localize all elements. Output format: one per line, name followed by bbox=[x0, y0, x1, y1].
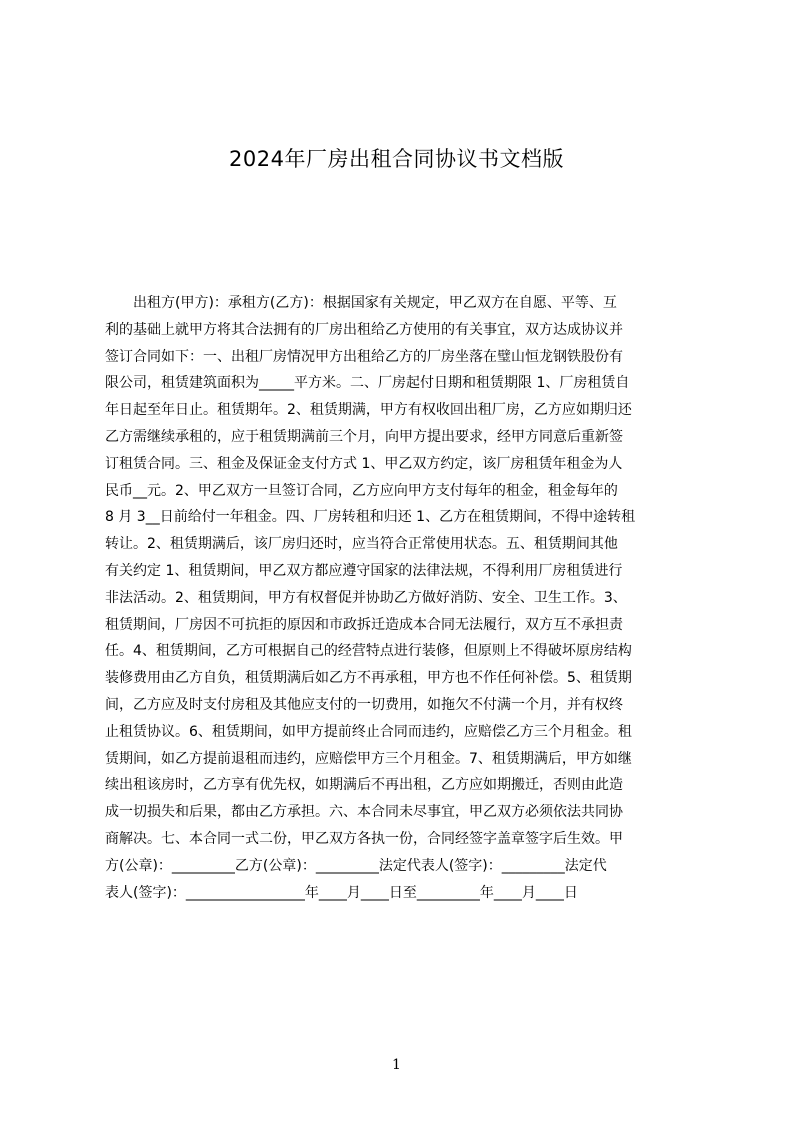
body-line: 商解决。七、本合同一式二份，甲乙双方各执一份，合同经签字盖章签字后生效。甲 bbox=[105, 830, 623, 847]
body-line: 止租赁协议。6、租赁期间，如甲方提前终止合同而违约，应赔偿乙方三个月租金。租 bbox=[105, 723, 632, 740]
body-line: 利的基础上就甲方将其合法拥有的厂房出租给乙方使用的有关事宜，双方达成协议并 bbox=[105, 321, 623, 338]
body-line: 年日起至年日止。租赁期年。2、租赁期满，甲方有权收回出租厂房，乙方应如期归还 bbox=[105, 402, 632, 419]
body-line: 转让。2、租赁期满后，该厂房归还时，应当符合正常使用状态。五、租赁期间其他 bbox=[105, 536, 618, 553]
body-line: 任。4、租赁期间，乙方可根据自己的经营特点进行装修，但原则上不得破坏原房结构 bbox=[105, 643, 632, 660]
body-line: 非法活动。2、租赁期间，甲方有权督促并协助乙方做好消防、安全、卫生工作。3、 bbox=[105, 589, 627, 606]
body-line: 装修费用由乙方自负，租赁期满后如乙方不再承租，甲方也不作任何补偿。5、租赁期 bbox=[105, 670, 632, 687]
body-line: 限公司，租赁建筑面积为_____平方米。二、厂房起付日期和租赁期限 1、厂房租赁自 bbox=[105, 375, 630, 392]
body-line: 订租赁合同。三、租金及保证金支付方式 1、甲乙双方约定，该厂房租赁年租金为人 bbox=[105, 455, 623, 472]
body-line: 乙方需继续承租的，应于租赁期满前三个月，向甲方提出要求，经甲方同意后重新签 bbox=[105, 428, 623, 445]
contract-body bbox=[105, 290, 697, 906]
page-number: 1 bbox=[392, 1057, 401, 1073]
body-line: 成一切损失和后果，都由乙方承担。六、本合同未尽事宜，甲乙双方必须依法共同协 bbox=[105, 804, 623, 821]
body-line: 续出租该房时，乙方享有优先权，如期满后不再出租，乙方应如期搬迁，否则由此造 bbox=[105, 777, 623, 794]
body-line: 赁期间，如乙方提前退租而违约，应赔偿甲方三个月租金。7、租赁期满后，甲方如继 bbox=[105, 750, 632, 767]
body-line: 租赁期间，厂房因不可抗拒的原因和市政拆迁造成本合同无法履行，双方互不承担责 bbox=[105, 616, 623, 633]
body-line: 有关约定 1、租赁期间，甲乙双方都应遵守国家的法律法规，不得利用厂房租赁进行 bbox=[105, 562, 623, 579]
body-line: 民币__元。2、甲乙双方一旦签订合同，乙方应向甲方支付每年的租金，租金每年的 bbox=[105, 482, 618, 499]
body-line: 表人(签字)：_________________年____月____日至_________年____月____日 bbox=[105, 884, 578, 901]
body-line: 方(公章)：_________乙方(公章)：_________法定代表人(签字)：_________法定代 bbox=[105, 857, 607, 874]
body-line: 出租方(甲方)：承租方(乙方)：根据国家有关规定，甲乙双方在自愿、平等、互 bbox=[105, 295, 617, 311]
document-title: 2024年厂房出租合同协议书文档版 bbox=[229, 147, 564, 171]
body-line: 8 月 3__日前给付一年租金。四、厂房转租和归还 1、乙方在租赁期间，不得中途转租 bbox=[105, 509, 636, 526]
body-line: 间，乙方应及时支付房租及其他应支付的一切费用，如拖欠不付满一个月，并有权终 bbox=[105, 696, 623, 713]
body-line: 签订合同如下：一、出租厂房情况甲方出租给乙方的厂房坐落在璧山恒龙钢铁股份有 bbox=[105, 348, 623, 365]
